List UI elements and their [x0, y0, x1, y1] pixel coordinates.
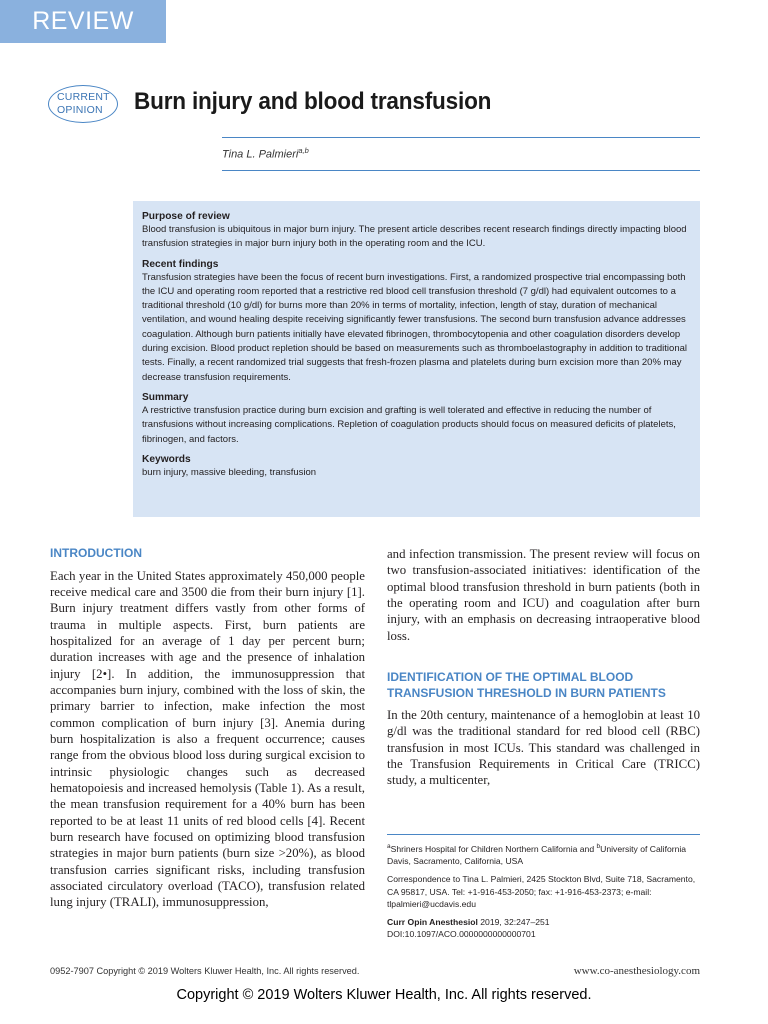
summary-text: A restrictive transfusion practice during burn excision and grafting is well tolerated and effective in reducing the number of transfusions without increasing complications. Repletion of coagulation products should focus on measured deficits of platelets, fibrinogen, and factors. [142, 404, 676, 445]
affil-b-mark: b [596, 843, 601, 850]
threshold-section-heading: IDENTIFICATION OF THE OPTIMAL BLOOD TRANSFUSION THRESHOLD IN BURN PATIENTS [387, 670, 666, 700]
affiliations [387, 841, 700, 868]
introduction-continued-text: and infection transmission. The present review will focus on two transfusion-associated initiatives: identification of the optimal blood transfusion threshold in burn patients (both in the operating room and ICU) and coagulation after burn injury, with an emphasis on decreasing intraoperative blood loss. [387, 547, 700, 643]
section-tag: REVIEW [0, 0, 166, 43]
title-divider-bottom [222, 170, 700, 171]
footnote-divider [387, 834, 700, 835]
correspondence: Correspondence to Tina L. Palmieri, 2425 Stockton Blvd, Suite 718, Sacramento, CA 95817, USA. Tel: +1-916-453-2050; fax: +1-916-453-2373; e-mail: tlpalmieri@ucdavis.edu [387, 874, 696, 910]
article-title: Burn injury and blood transfusion [134, 88, 492, 115]
findings-heading: Recent findings [142, 258, 219, 270]
journal-url[interactable]: www.co-anesthesiology.com [573, 965, 700, 977]
current-opinion-logo [48, 85, 118, 123]
keywords-text: burn injury, massive bleeding, transfusion [142, 466, 317, 478]
left-column [50, 546, 365, 911]
affil-a-text: Shriners Hospital for Children Northern California and [390, 843, 597, 854]
threshold-section-text: In the 20th century, maintenance of a hemoglobin at least 10 g/dl was the traditional standard for red blood cell (RBC) transfusion in most ICUs. This standard was challenged in the Transfusion Requirements in Critical Care (TRICC) study, a multicenter, [387, 708, 700, 788]
logo-line-2: OPINION [57, 104, 103, 116]
summary-heading: Summary [142, 391, 189, 403]
author-name: Tina L. Palmieri [222, 148, 299, 161]
author-affiliation: a,b [298, 146, 309, 155]
purpose-heading: Purpose of review [142, 211, 230, 222]
doi: DOI:10.1097/ACO.0000000000000701 [387, 929, 536, 940]
copyright-notice: Copyright © 2019 Wolters Kluwer Health, Inc. All rights reserved. [176, 987, 592, 1003]
footnotes [387, 841, 700, 946]
findings-text: Transfusion strategies have been the focus of recent burn investigations. First, a randomized prospective trial encompassing both the ICU and operating room reported that a restrictive red blood cell transfusion threshold (7 g/dl) had equivalent outcomes to a traditional threshold (10 g/dl) for burns more than 20% in terms of mortality, infection, length of stay, duration of mechanical ventilation, and wound healing despite receiving significantly fewer transfusions. The second burn transfusion advance addresses coagulation. Although burn patients initially have elevated fibrinogen, thrombocytopenia and other coagulation disorders develop during excision. Blood product repletion should be based on measurements such as thromboelastography in addition to traditional tests. Finally, a recent randomized trial suggests that fresh-frozen plasma and platelets during burn excision more than 20% may decrease transfusion requirements. [142, 271, 688, 383]
purpose-text: Blood transfusion is ubiquitous in major burn injury. The present article describes recent research findings directly impacting blood transfusion strategies in major burn injury both in the operating room and the ICU. [142, 224, 687, 250]
affil-b-text: University of California Davis, Sacramento, California, USA [387, 843, 687, 867]
title-divider-top [222, 137, 700, 138]
introduction-text: Each year in the United States approximately 450,000 people receive medical care and 3500 die from their burn injury [1]. Burn injury treatment differs vastly from other forms of trauma in multiple aspects. First, burn patients are hospitalized for an average of 1 day per percent burn; duration increases with age and the presence of inhalation injury [2•]. In addition, the immunosuppression that accompanies burn injury, combined with the loss of skin, the primary barrier to infection, make infection the most common complication of burn injury [3]. Anemia during burn hospitalization is also a frequent occurrence; causes range from the obvious blood loss during surgical excision to intrinsic physiologic changes such as decreased hematopoiesis and increased hemolysis (Table 1). As a result, the mean transfusion requirement for a 40% burn has been reported to be at least 11 units of red blood cells [4]. Recent burn research have focused on optimizing blood transfusion strategies in major burn patients (burn size >20%), as blood transfusion carries significant risks, including transfusion associated circulatory overload (TACO), transfusion related lung injury (TRALI), immunosuppression, [50, 568, 365, 910]
abstract-box [133, 201, 700, 517]
keywords-heading: Keywords [142, 453, 191, 465]
journal-name: Curr Opin Anesthesiol [387, 916, 478, 927]
introduction-heading: INTRODUCTION [50, 546, 142, 560]
citation [387, 916, 700, 929]
citation-detail: 2019, 32:247–251 [477, 916, 550, 927]
right-column [387, 546, 700, 789]
author-line [222, 146, 309, 161]
page-footer-copyright: 0952-7907 Copyright © 2019 Wolters Kluwer Health, Inc. All rights reserved. [50, 966, 360, 976]
affil-a-mark: a [387, 843, 391, 850]
logo-line-1: CURRENT [57, 91, 110, 103]
